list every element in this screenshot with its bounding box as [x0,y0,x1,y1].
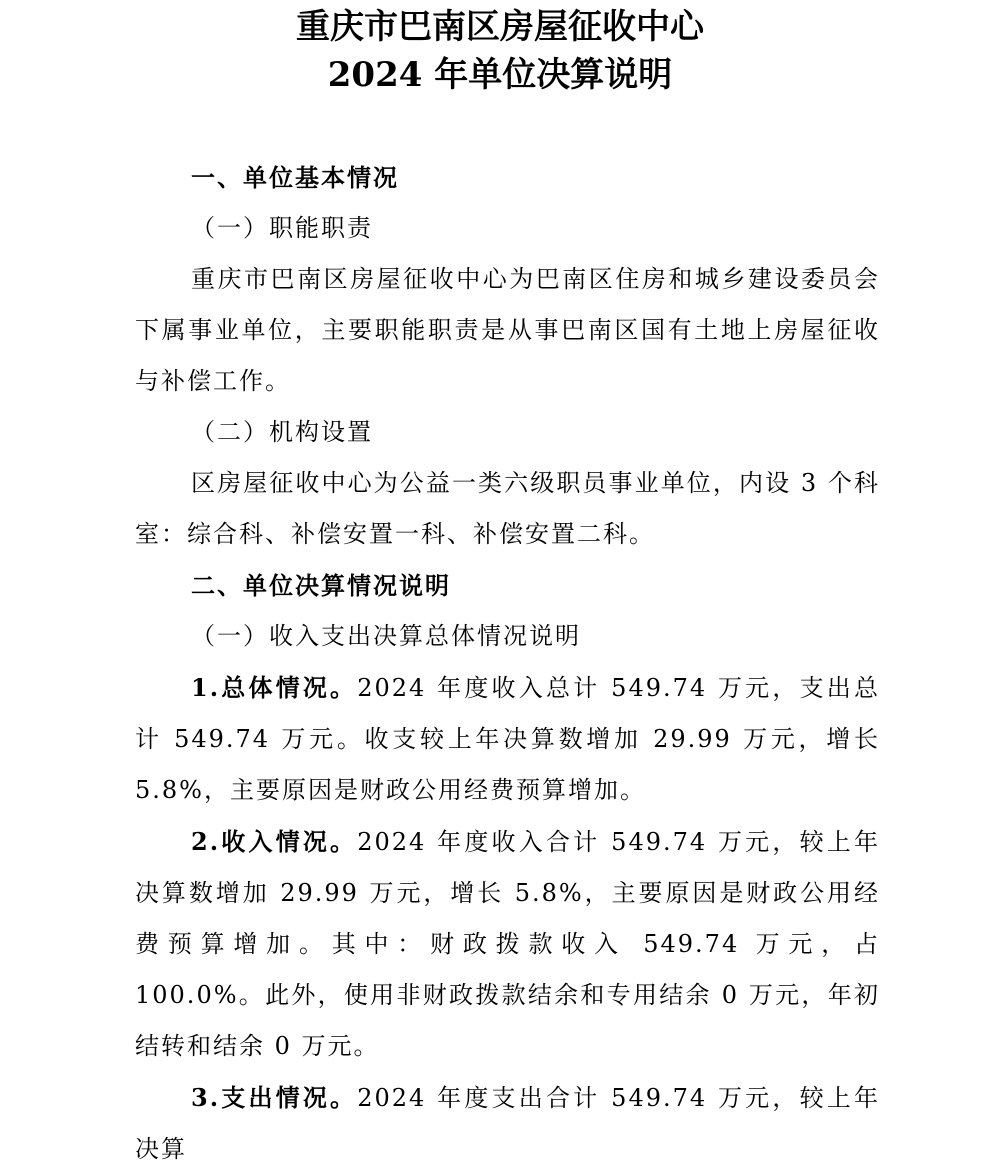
paragraph-expense [135,1072,880,1175]
paragraph-organization: 区房屋征收中心为公益一类六级职员事业单位，内设 3 个科室：综合科、补偿安置一科、补偿安置二科。 [135,469,880,548]
section-heading-final-accounts: 二、单位决算情况说明 [191,571,451,600]
document-title-line2: 2024 年单位决算说明 [327,55,673,95]
paragraph-income-lead: 2.收入情况。 [191,827,358,856]
paragraph-income-text: 2024 年度收入合计 549.74 万元，较上年决算数增加 29.99 万元，增长 5.8%，主要原因是财政公用经费预算增加。其中：财政拨款收入 549.74 万元，占 100.0%。此外，使用非财政拨款结余和专用结余 0 万元，年初结转和结余 0 万元。 [135,828,880,1060]
paragraph-duties: 重庆市巴南区房屋征收中心为巴南区住房和城乡建设委员会下属事业单位，主要职能职责是从事巴南区国有土地上房屋征收与补偿工作。 [135,265,880,395]
paragraph-overall-lead: 1.总体情况。 [191,673,358,702]
subsection-heading-income-expense: （一）收入支出决算总体情况说明 [191,622,581,650]
paragraph-expense-text: 2024 年度支出合计 549.74 万元，较上年决算 [135,1084,880,1163]
paragraph-overall-text: 2024 年度收入总计 549.74 万元，支出总计 549.74 万元。收支较上年决算数增加 29.99 万元，增长 5.8%，主要原因是财政公用经费预算增加。 [135,674,880,804]
subsection-heading-duties: （一）职能职责 [191,214,373,242]
subsection-heading-organization: （二）机构设置 [191,418,373,446]
section-heading-basic-info: 一、单位基本情况 [191,163,399,192]
document-body [135,152,880,1175]
paragraph-expense-lead: 3.支出情况。 [191,1083,358,1112]
document-title-line1: 重庆市巴南区房屋征收中心 [296,7,704,47]
paragraph-overall [135,662,880,816]
paragraph-income [135,816,880,1072]
